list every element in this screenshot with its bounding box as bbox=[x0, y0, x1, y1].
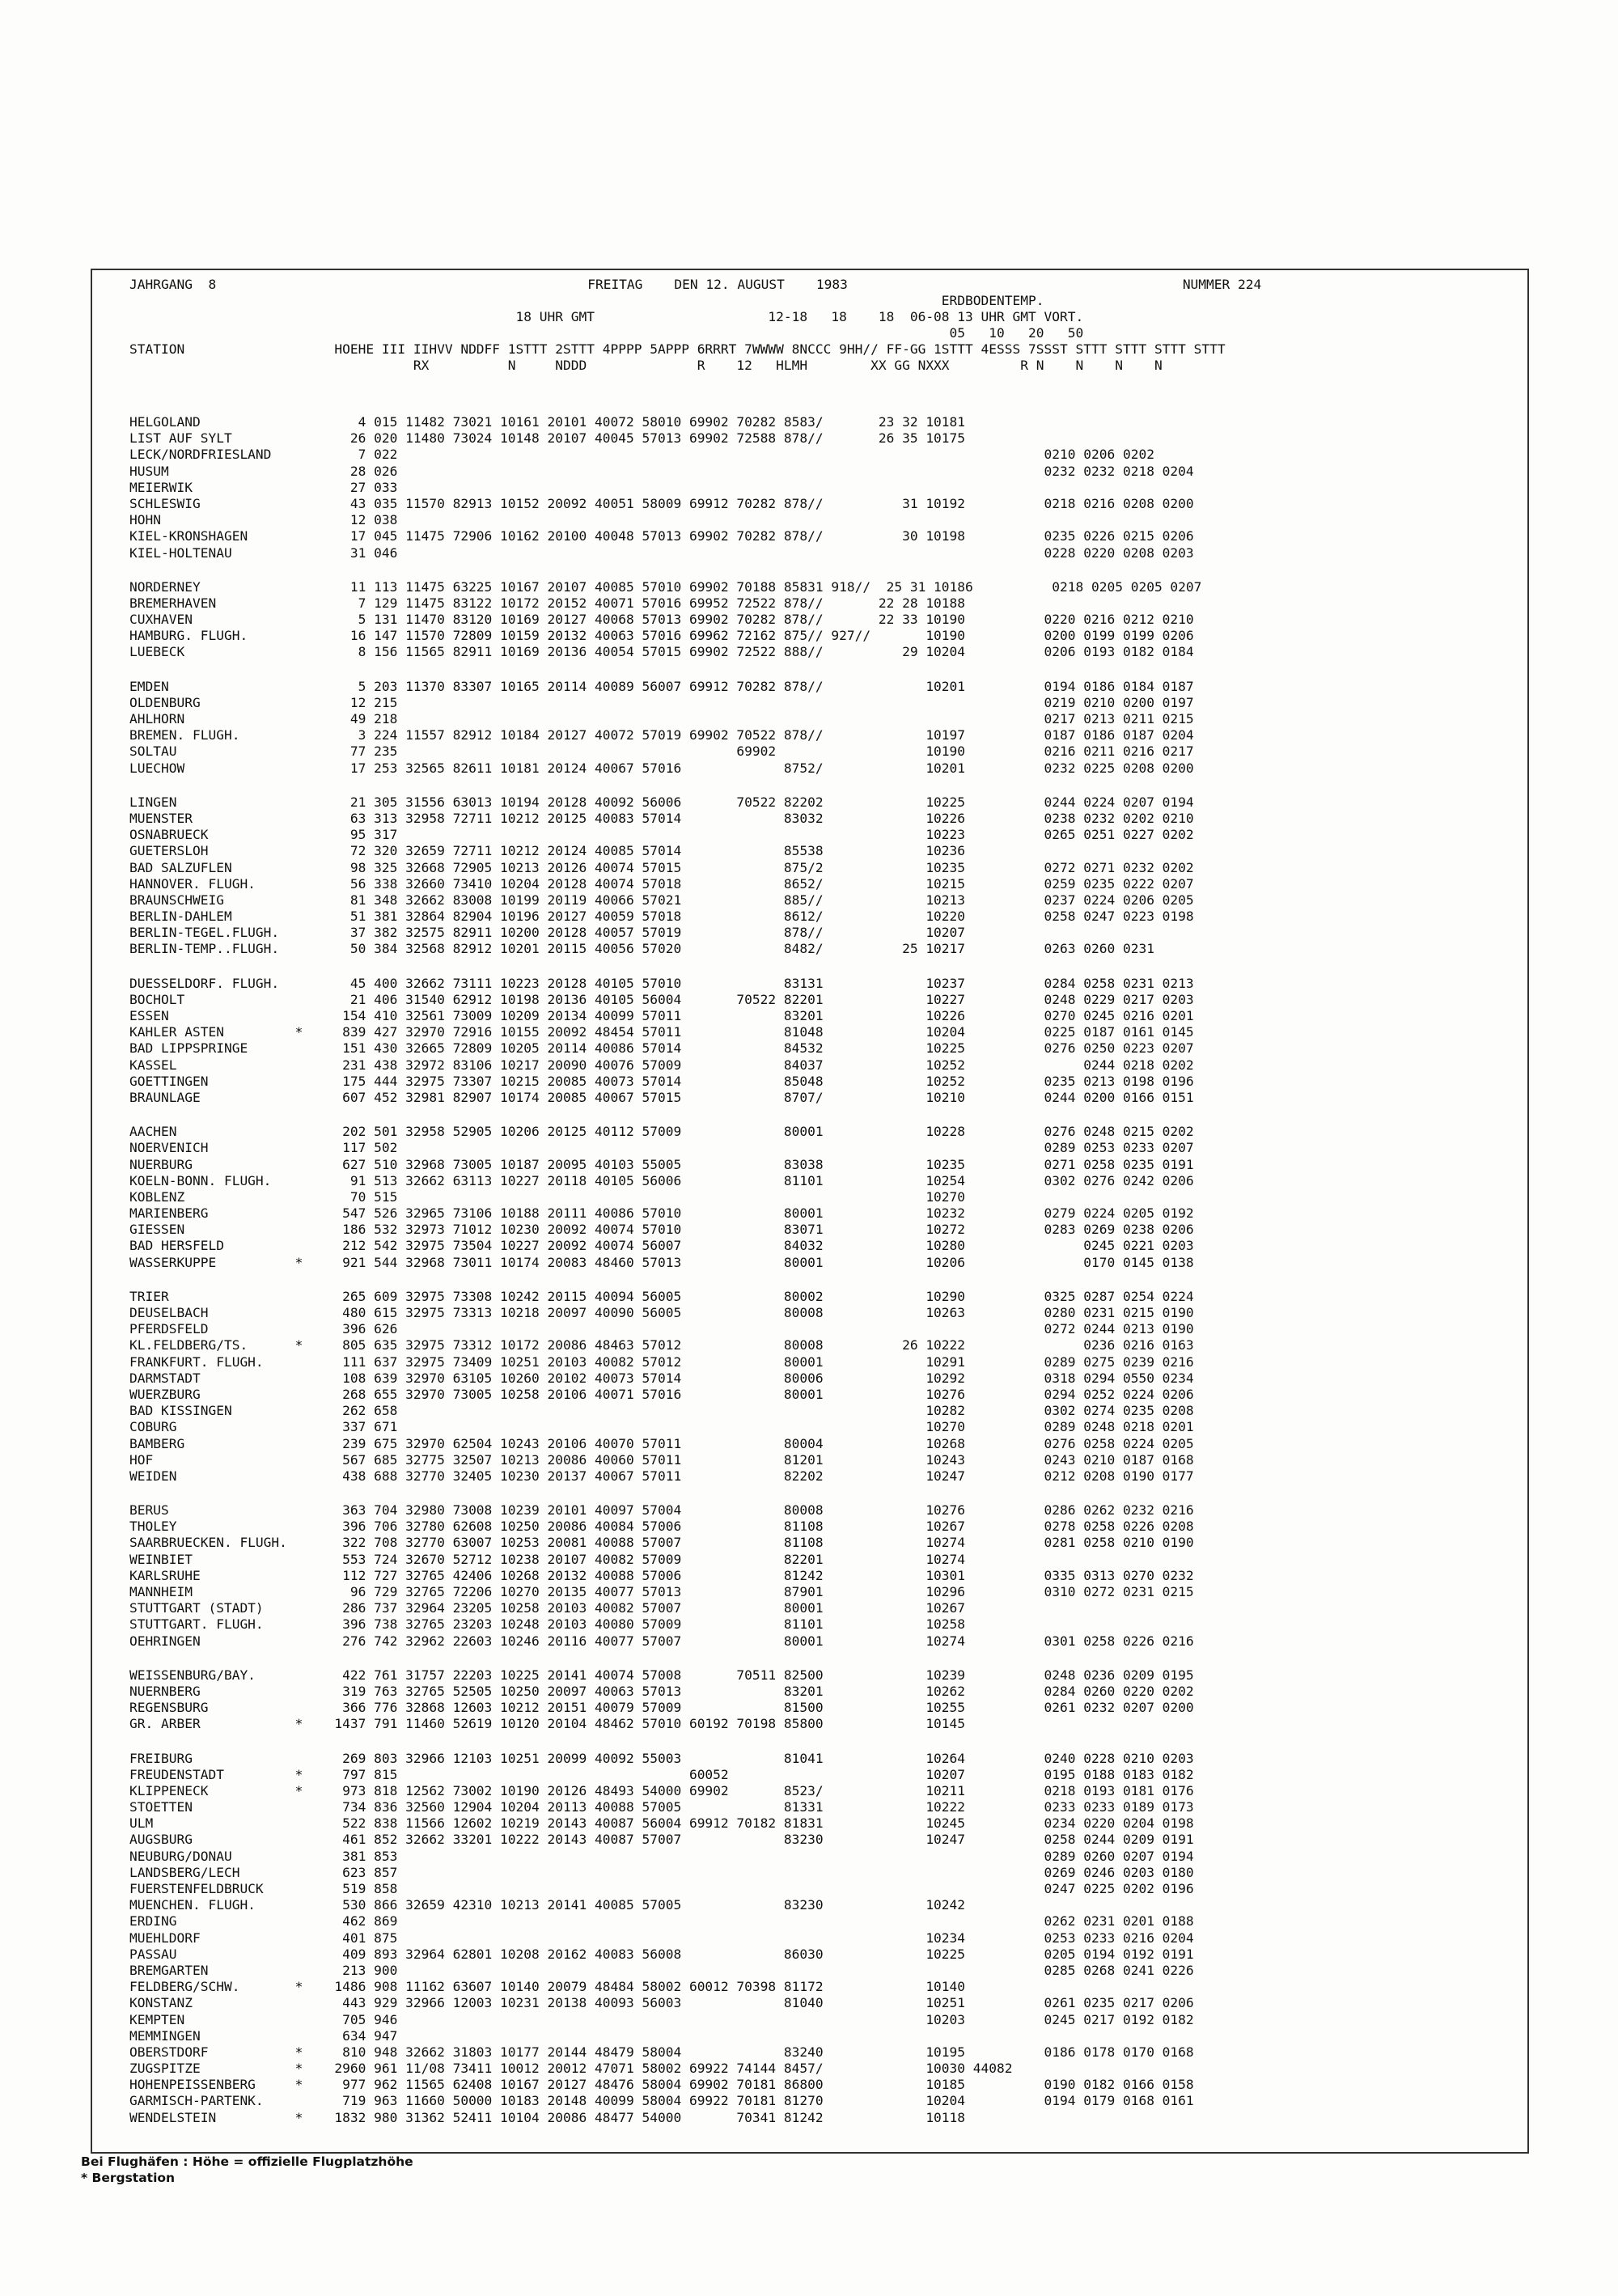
station-row: COBURG 337 671 10270 0289 0248 0218 0201 bbox=[129, 1419, 1194, 1435]
station-row: HOHENPEISSENBERG * 977 962 11565 62408 10167 20127 48476 58004 69902 70181 86800 10185 0190 0182 0166 0158 bbox=[129, 2077, 1194, 2093]
station-row: REGENSBURG 366 776 32868 12603 10212 20151 40079 57009 81500 10255 0261 0232 0207 0200 bbox=[129, 1700, 1194, 1716]
station-row: NORDERNEY 11 113 11475 63225 10167 20107 40085 57010 69902 70188 85831 918// 25 31 10186 0218 0205 0205 0207 bbox=[129, 578, 1202, 595]
station-row: HELGOLAND 4 015 11482 73021 10161 20101 40072 58010 69902 70282 8583/ 23 32 10181 bbox=[129, 414, 966, 430]
station-row: FUERSTENFELDBRUCK 519 858 0247 0225 0202 0196 bbox=[129, 1881, 1194, 1896]
station-row: PFERDSFELD 396 626 0272 0244 0213 0190 bbox=[129, 1321, 1194, 1337]
station-row: GUETERSLOH 72 320 32659 72711 10212 20124 40085 57014 85538 10236 bbox=[129, 843, 966, 859]
station-row: MANNHEIM 96 729 32765 72206 10270 20135 40077 57013 87901 10296 0310 0272 0231 0215 bbox=[129, 1584, 1194, 1599]
footnotes bbox=[81, 2154, 413, 2186]
station-row: OEHRINGEN 276 742 32962 22603 10246 20116 40077 57007 80001 10274 0301 0258 0226 0216 bbox=[129, 1633, 1194, 1649]
station-row: BAD HERSFELD 212 542 32975 73504 10227 20092 40074 56007 84032 10280 0245 0221 0203 bbox=[129, 1238, 1194, 1254]
station-row: STUTTGART. FLUGH. 396 738 32765 23203 10248 20103 40080 57009 81101 10258 bbox=[129, 1616, 966, 1633]
station-row: CUXHAVEN 5 131 11470 83120 10169 20127 40068 57013 69902 70282 878// 22 33 10190 0220 0216 0212 0210 bbox=[129, 612, 1194, 628]
station-row: KASSEL 231 438 32972 83106 10217 20090 40076 57009 84037 10252 0244 0218 0202 bbox=[129, 1057, 1194, 1073]
station-row: BOCHOLT 21 406 31540 62912 10198 20136 40105 56004 70522 82201 10227 0248 0229 0217 0203 bbox=[129, 991, 1194, 1007]
station-row: NUERBURG 627 510 32968 73005 10187 20095 40103 55005 83038 10235 0271 0258 0235 0191 bbox=[129, 1156, 1194, 1172]
station-table-body bbox=[129, 414, 1201, 2126]
station-row: KIEL-HOLTENAU 31 046 0228 0220 0208 0203 bbox=[129, 544, 1194, 561]
station-row: GR. ARBER * 1437 791 11460 52619 10120 20104 48462 57010 60192 70198 85800 10145 bbox=[129, 1716, 966, 1732]
group-spacer bbox=[129, 958, 1201, 976]
station-row: KIEL-KRONSHAGEN 17 045 11475 72906 10162 20100 40048 57013 69902 70282 878// 30 10198 0235 0226 0215 0206 bbox=[129, 528, 1194, 544]
group-spacer bbox=[129, 777, 1201, 794]
station-row: WENDELSTEIN * 1832 980 31362 52411 10104 20086 48477 54000 70341 81242 10118 bbox=[129, 2109, 966, 2125]
group-spacer bbox=[129, 1271, 1201, 1289]
station-row: BAMBERG 239 675 32970 62504 10243 20106 40070 57011 80004 10268 0276 0258 0224 0205 bbox=[129, 1435, 1194, 1451]
station-row: BREMERHAVEN 7 129 11475 83122 10172 20152 40071 57016 69952 72522 878// 22 28 10188 bbox=[129, 595, 966, 611]
station-row: FRANKFURT. FLUGH. 111 637 32975 73409 10251 20103 40082 57012 80001 10291 0289 0275 0239 0216 bbox=[129, 1353, 1194, 1370]
column-subheaders: RX N NDDD R 12 HLMH XX GG NXXX R N N N N bbox=[129, 358, 1163, 373]
station-row: GARMISCH-PARTENK. 719 963 11660 50000 10183 20148 40099 58004 69922 70181 81270 10204 0194 0179 0168 0161 bbox=[129, 2093, 1194, 2109]
station-row: MEIERWIK 27 033 bbox=[129, 479, 398, 495]
station-row: WASSERKUPPE * 921 544 32968 73011 10174 20083 48460 57013 80001 10206 0170 0145 0138 bbox=[129, 1254, 1194, 1270]
station-row: BREMEN. FLUGH. 3 224 11557 82912 10184 20127 40072 57019 69902 70522 878// 10197 0187 0186 0187 0204 bbox=[129, 727, 1194, 743]
station-row: ERDING 462 869 0262 0231 0201 0188 bbox=[129, 1913, 1194, 1930]
station-row: MARIENBERG 547 526 32965 73106 10188 20111 40086 57010 80001 10232 0279 0224 0205 0192 bbox=[129, 1205, 1194, 1222]
station-row: ZUGSPITZE * 2960 961 11/08 73411 10012 20012 47071 58002 69922 74144 8457/ 10030 44082 bbox=[129, 2061, 1013, 2077]
station-row: ULM 522 838 11566 12602 10219 20143 40087 56004 69912 70182 81831 10245 0234 0220 0204 0198 bbox=[129, 1815, 1194, 1832]
station-row: KAHLER ASTEN * 839 427 32970 72916 10155 20092 48454 57011 81048 10204 0225 0187 0161 0145 bbox=[129, 1024, 1194, 1040]
station-row: GOETTINGEN 175 444 32975 73307 10215 20085 40073 57014 85048 10252 0235 0213 0198 0196 bbox=[129, 1073, 1194, 1089]
station-row: ESSEN 154 410 32561 73009 10209 20134 40099 57011 83201 10226 0270 0245 0216 0201 bbox=[129, 1008, 1194, 1023]
station-row: BERUS 363 704 32980 73008 10239 20101 40097 57004 80008 10276 0286 0262 0232 0216 bbox=[129, 1502, 1194, 1519]
station-row: KOELN-BONN. FLUGH. 91 513 32662 63113 10227 20118 40105 56006 81101 10254 0302 0276 0242 0206 bbox=[129, 1172, 1194, 1188]
station-row: PASSAU 409 893 32964 62801 10208 20162 40083 56008 86030 10225 0205 0194 0192 0191 bbox=[129, 1946, 1194, 1962]
station-row: AHLHORN 49 218 0217 0213 0211 0215 bbox=[129, 711, 1194, 727]
station-row: LUECHOW 17 253 32565 82611 10181 20124 40067 57016 8752/ 10201 0232 0225 0208 0200 bbox=[129, 760, 1194, 776]
group-spacer bbox=[129, 661, 1201, 679]
station-row: OSNABRUECK 95 317 10223 0265 0251 0227 0202 bbox=[129, 827, 1194, 843]
station-row: STUTTGART (STADT) 286 737 32964 23205 10258 20103 40082 57007 80001 10267 bbox=[129, 1600, 966, 1616]
column-headers: STATION HOEHE III IIHVV NDDFF 1STTT 2STTT 4PPPP 5APPP 6RRRT 7WWWW 8NCCC 9HH// FF-GG 1STTT 4ESSS 7SSST STTT STTT STTT STTT bbox=[129, 341, 1226, 357]
station-row: SOLTAU 77 235 69902 10190 0216 0211 0216 0217 bbox=[129, 743, 1194, 760]
station-row: TRIER 265 609 32975 73308 10242 20115 40094 56005 80002 10290 0325 0287 0254 0224 bbox=[129, 1288, 1194, 1304]
station-row: KEMPTEN 705 946 10203 0245 0217 0192 0182 bbox=[129, 2011, 1194, 2027]
station-row: SCHLESWIG 43 035 11570 82913 10152 20092 40051 58009 69912 70282 878// 31 10192 0218 0216 0208 0200 bbox=[129, 495, 1194, 511]
station-row: HOF 567 685 32775 32507 10213 20086 40060 57011 81201 10243 0243 0210 0187 0168 bbox=[129, 1451, 1194, 1468]
station-row: WEISSENBURG/BAY. 422 761 31757 22203 10225 20141 40074 57008 70511 82500 10239 0248 0236 0209 0195 bbox=[129, 1667, 1194, 1683]
station-row: LECK/NORDFRIESLAND 7 022 0210 0206 0202 bbox=[129, 447, 1154, 463]
station-row: FREIBURG 269 803 32966 12103 10251 20099 40092 55003 81041 10264 0240 0228 0210 0203 bbox=[129, 1750, 1194, 1766]
station-row: WUERZBURG 268 655 32970 73005 10258 20106 40071 57016 80001 10276 0294 0252 0224 0206 bbox=[129, 1386, 1194, 1402]
station-row: AUGSBURG 461 852 32662 33201 10222 20143 40087 57007 83230 10247 0258 0244 0209 0191 bbox=[129, 1832, 1194, 1848]
group-spacer bbox=[129, 1733, 1201, 1751]
station-row: DUESSELDORF. FLUGH. 45 400 32662 73111 10223 20128 40105 57010 83131 10237 0284 0258 0231 0213 bbox=[129, 975, 1194, 991]
station-row: BAD SALZUFLEN 98 325 32668 72905 10213 20126 40074 57015 875/2 10235 0272 0271 0232 0202 bbox=[129, 859, 1194, 875]
header-title-row bbox=[129, 277, 1261, 293]
station-row: LINGEN 21 305 31556 63013 10194 20128 40092 56006 70522 82202 10225 0244 0224 0207 0194 bbox=[129, 794, 1194, 810]
footnote-airport: Bei Flughäfen : Höhe = offizielle Flugplatzhöhe bbox=[81, 2154, 413, 2169]
header-line: ERDBODENTEMP. bbox=[129, 293, 1044, 308]
station-row: BREMGARTEN 213 900 0285 0268 0241 0226 bbox=[129, 1962, 1194, 1978]
station-row: BERLIN-TEGEL.FLUGH. 37 382 32575 82911 10200 20128 40057 57019 878// 10207 bbox=[129, 925, 966, 941]
header-line: 05 10 20 50 bbox=[129, 325, 1084, 341]
station-row: STOETTEN 734 836 32560 12904 10204 20113 40088 57005 81331 10222 0233 0233 0189 0173 bbox=[129, 1799, 1194, 1815]
station-row: BAD KISSINGEN 262 658 10282 0302 0274 0235 0208 bbox=[129, 1403, 1194, 1419]
station-row: WEINBIET 553 724 32670 52712 10238 20107 40082 57009 82201 10274 bbox=[129, 1551, 966, 1567]
station-row: HANNOVER. FLUGH. 56 338 32660 73410 10204 20128 40074 57018 8652/ 10215 0259 0235 0222 0207 bbox=[129, 875, 1194, 892]
station-row: NUERNBERG 319 763 32765 52505 10250 20097 40063 57013 83201 10262 0284 0260 0220 0202 bbox=[129, 1683, 1194, 1699]
station-row: NEUBURG/DONAU 381 853 0289 0260 0207 0194 bbox=[129, 1848, 1194, 1864]
station-row: GIESSEN 186 532 32973 71012 10230 20092 40074 57010 83071 10272 0283 0269 0238 0206 bbox=[129, 1222, 1194, 1238]
station-row: LIST AUF SYLT 26 020 11480 73024 10148 20107 40045 57013 69902 72588 878// 26 35 10175 bbox=[129, 430, 966, 447]
station-row: WEIDEN 438 688 32770 32405 10230 20137 40067 57011 82202 10247 0212 0208 0190 0177 bbox=[129, 1468, 1194, 1484]
station-row: OBERSTDORF * 810 948 32662 31803 10177 20144 48479 58004 83240 10195 0186 0178 0170 0168 bbox=[129, 2044, 1194, 2060]
group-spacer bbox=[129, 1106, 1201, 1124]
station-row: MUEHLDORF 401 875 10234 0253 0233 0216 0204 bbox=[129, 1930, 1194, 1946]
station-row: SAARBRUECKEN. FLUGH. 322 708 32770 63007 10253 20081 40088 57007 81108 10274 0281 0258 0210 0190 bbox=[129, 1535, 1194, 1551]
station-row: MEMMINGEN 634 947 bbox=[129, 2027, 398, 2044]
station-row: KL.FELDBERG/TS. * 805 635 32975 73312 10172 20086 48463 57012 80008 26 10222 0236 0216 0163 bbox=[129, 1337, 1194, 1353]
station-row: KONSTANZ 443 929 32966 12003 10231 20138 40093 56003 81040 10251 0261 0235 0217 0206 bbox=[129, 1995, 1194, 2011]
station-row: OLDENBURG 12 215 0219 0210 0200 0197 bbox=[129, 694, 1194, 710]
station-row: MUENCHEN. FLUGH. 530 866 32659 42310 10213 20141 40085 57005 83230 10242 bbox=[129, 1897, 966, 1913]
station-row: NOERVENICH 117 502 0289 0253 0233 0207 bbox=[129, 1140, 1194, 1156]
jahrgang: JAHRGANG 8 bbox=[129, 277, 217, 292]
station-row: BRAUNLAGE 607 452 32981 82907 10174 20085 40067 57015 8707/ 10210 0244 0200 0166 0151 bbox=[129, 1089, 1194, 1105]
issue-number: NUMMER 224 bbox=[1182, 277, 1262, 292]
group-spacer bbox=[129, 1650, 1201, 1667]
issue-date: FREITAG DEN 12. AUGUST 1983 bbox=[587, 277, 848, 292]
station-row: EMDEN 5 203 11370 83307 10165 20114 40089 56007 69912 70282 878// 10201 0194 0186 0184 0187 bbox=[129, 678, 1194, 694]
station-row: KLIPPENECK * 973 818 12562 73002 10190 20126 48493 54000 69902 8523/ 10211 0218 0193 0181 0176 bbox=[129, 1782, 1194, 1798]
station-row: THOLEY 396 706 32780 62608 10250 20086 40084 57006 81108 10267 0278 0258 0226 0208 bbox=[129, 1519, 1194, 1535]
station-row: FELDBERG/SCHW. * 1486 908 11162 63607 10140 20079 48484 58002 60012 70398 81172 10140 bbox=[129, 1979, 966, 1995]
station-row: DARMSTADT 108 639 32970 63105 10260 20102 40073 57014 80006 10292 0318 0294 0550 0234 bbox=[129, 1370, 1194, 1386]
station-row: KARLSRUHE 112 727 32765 42406 10268 20132 40088 57006 81242 10301 0335 0313 0270 0232 bbox=[129, 1567, 1194, 1583]
group-spacer bbox=[129, 561, 1201, 579]
station-row: HUSUM 28 026 0232 0232 0218 0204 bbox=[129, 463, 1194, 479]
station-row: BERLIN-DAHLEM 51 381 32864 82904 10196 20127 40059 57018 8612/ 10220 0258 0247 0223 0198 bbox=[129, 909, 1194, 925]
station-row: FREUDENSTADT * 797 815 60052 10207 0195 0188 0183 0182 bbox=[129, 1766, 1194, 1782]
station-row: BAD LIPPSPRINGE 151 430 32665 72809 10205 20114 40086 57014 84532 10225 0276 0250 0223 0207 bbox=[129, 1040, 1194, 1057]
station-row: KOBLENZ 70 515 10270 bbox=[129, 1188, 966, 1205]
station-row: AACHEN 202 501 32958 52905 10206 20125 40112 57009 80001 10228 0276 0248 0215 0202 bbox=[129, 1124, 1194, 1140]
station-row: HAMBURG. FLUGH. 16 147 11570 72809 10159 20132 40063 57016 69962 72162 875// 927// 10190 0200 0199 0199 0206 bbox=[129, 628, 1194, 644]
table-header bbox=[129, 277, 1261, 374]
group-spacer bbox=[129, 1485, 1201, 1502]
header-line: 18 UHR GMT 12-18 18 18 06-08 13 UHR GMT VORT. bbox=[129, 309, 1084, 324]
station-row: BERLIN-TEMP..FLUGH. 50 384 32568 82912 10201 20115 40056 57020 8482/ 25 10217 0263 0260 0231 bbox=[129, 941, 1154, 957]
station-row: LANDSBERG/LECH 623 857 0269 0246 0203 0180 bbox=[129, 1864, 1194, 1880]
station-row: LUEBECK 8 156 11565 82911 10169 20136 40054 57015 69902 72522 888// 29 10204 0206 0193 0182 0184 bbox=[129, 644, 1194, 660]
station-row: HOHN 12 038 bbox=[129, 512, 398, 528]
station-row: DEUSELBACH 480 615 32975 73313 10218 20097 40090 56005 80008 10263 0280 0231 0215 0190 bbox=[129, 1305, 1194, 1320]
station-row: MUENSTER 63 313 32958 72711 10212 20125 40083 57014 83032 10226 0238 0232 0202 0210 bbox=[129, 810, 1194, 826]
footnote-mountain-station: * Bergstation bbox=[81, 2171, 176, 2185]
station-row: BRAUNSCHWEIG 81 348 32662 83008 10199 20119 40066 57021 885// 10213 0237 0224 0206 0205 bbox=[129, 892, 1194, 908]
